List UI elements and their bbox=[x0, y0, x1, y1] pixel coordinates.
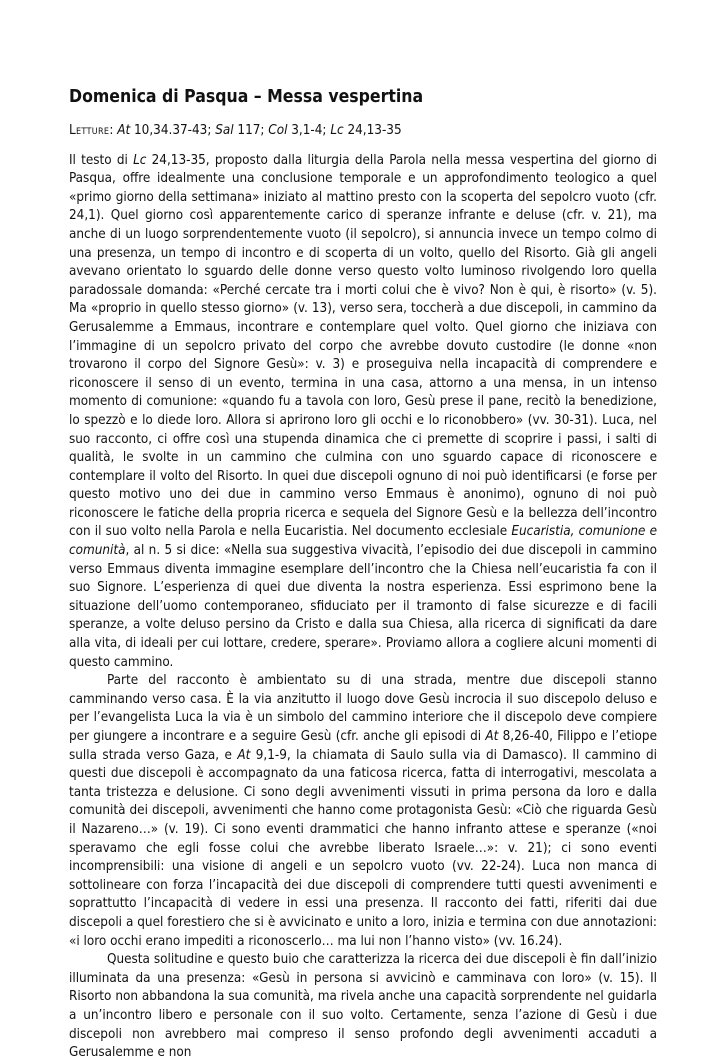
paragraph-text: Questa solitudine e questo buio che caratterizza la ricerca dei due discepoli è fin dall’inizio illuminata da una presenza: «Gesù in persona si avvicinò e camminava con loro» (v. 15). Il Risorto non abbandona la sua comunità, ma rivela anche una capacità sorprendente nel guidarla a un’incontro libero e personale con il suo volto. Certamente, senza l’azione di Gesù i due discepoli non avrebbero mai compreso il senso profondo degli avvenimenti accaduti a Gerusalemme e non bbox=[69, 952, 657, 1061]
readings-line bbox=[69, 122, 657, 141]
paragraph-text: Il testo di bbox=[69, 152, 134, 168]
readings-separator: : bbox=[109, 123, 118, 138]
paragraph-text: 9,1-9, la chiamata di Saulo sulla via di Damasco). Il cammino di questi due discepoli è accompagnato da una faticosa ricerca, fatta di interrogativi, mescolata a tanta tristezza e delusione. Ci sono degli avvenimenti vissuti in prima persona da loro e dalla comunità dei discepoli, avvenimenti che hanno come protagonista Gesù: «Ciò che riguarda Gesù il Nazareno…» (v. 19). Ci sono eventi drammatici che hanno infranto attese e speranze («noi speravamo che egli fosse colui che avrebbe liberato Israele…»: v. 21); ci sono eventi incomprensibili: una visione di angeli e un sepolcro vuoto (vv. 22-24). Luca non manca di sottolineare con forza l’incapacità dei due discepoli di comprendere tutti questi avvenimenti e soprattutto l’incapacità di vedere in essi una presenza. Il racconto dei fatti, riferiti dai due discepoli a quel forestiero che si è avvicinato e unito a loro, inizia e termina con due annotazioni: «i loro occhi erano impediti a riconoscerlo… ma lui non l’hanno visto» (vv. 16.24). bbox=[69, 747, 658, 949]
paragraph-text: 8,26-40, Filippo e l’etiope sulla strada verso Gaza, e bbox=[69, 729, 657, 763]
reading-ref: 10,34.37-43; bbox=[130, 123, 216, 138]
reading-book: Col bbox=[268, 123, 288, 138]
reading-book: Sal bbox=[215, 123, 234, 138]
paragraph-1 bbox=[69, 152, 657, 673]
reading-ref: 117; bbox=[233, 123, 269, 138]
document-page bbox=[69, 86, 657, 1063]
paragraph-italic: Lc bbox=[133, 152, 147, 168]
reading-ref: 24,13-35 bbox=[343, 123, 402, 138]
paragraph-italic: At bbox=[485, 729, 499, 744]
paragraph-text: , al n. 5 si dice: «Nella sua suggestiva vivacità, l’episodio dei due discepoli in cammino verso Emmaus diventa immagine esemplare dell’incontro che la Chiesa nell’eucaristia fa con il suo Signore. L’esperienza di quei due diventa la nostra esperienza. Essi esprimono bene la situazione dell’uomo contemporaneo, sfiduciato per il tramonto di false sicurezze e di facili speranze, a volte deluso persino da Cristo e dalla sua Chiesa, alla ricerca di significati da dare alla vita, di ideali per cui lottare, credere, sperare». Proviamo allora a cogliere alcuni momenti di questo cammino. bbox=[69, 543, 657, 670]
reading-ref: 3,1-4; bbox=[287, 123, 331, 138]
paragraph-italic: Eucaristia, comunione e comunità bbox=[69, 524, 657, 559]
reading-book: At bbox=[117, 123, 131, 138]
paragraph-italic: At bbox=[237, 747, 251, 763]
paragraph-2 bbox=[69, 672, 657, 951]
document-title: Domenica di Pasqua – Messa vespertina bbox=[69, 87, 424, 107]
reading-book: Lc bbox=[330, 123, 344, 138]
paragraph-text: 24,13-35, proposto dalla liturgia della Parola nella messa vespertina del giorno di Pasqua, offre idealmente una conclusione temporale e un approfondimento teologico a quel «primo giorno della settimana» iniziato al mattino presto con la scoperta del sepolcro vuoto (cfr. 24,1). Quel giorno così apparentemente carico di speranze infrante e deluse (cfr. v. 21), ma anche di un luogo sorprendentemente vuoto (il sepolcro), si annuncia invece un tempo colmo di una presenza, un tempo di incontro e di scoperta di un volto, quello del Risorto. Già gli angeli avevano orientato lo sguardo delle donne verso questo volto luminoso rivolgendo loro quella paradossale domanda: «Perché cercate tra i morti colui che è vivo? Non è qui, è risorto» (v. 5). Ma «proprio in quello stesso giorno» (v. 13), verso sera, toccherà a due discepoli, in cammino da Gerusalemme a Emmaus, incontrare e contemplare quel volto. Quel giorno che iniziava con l’immagine di un sepolcro privato del corpo che avrebbe dovuto custodire (le donne «non trovarono il corpo del Signore Gesù»: v. 3) e proseguiva nella incapacità di comprendere e riconoscere il senso di un evento, termina in una casa, attorno a una mensa, in un intenso momento di comunione: «quando fu a tavola con loro, Gesù prese il pane, recitò la benedizione, lo spezzò e lo diede loro. Allora si aprirono loro gli occhi e lo riconobbero» (vv. 30-31). Luca, nel suo racconto, ci offre così una stupenda dinamica che ci premette di scoprire i passi, i salti di qualità, le svolte in un cammino che culmina con uno sguardo capace di riconoscere e contemplare il volto del Risorto. In quei due discepoli ognuno di noi può identificarsi (e forse per questo motivo uno dei due in cammino verso Emmaus è anonimo), ognuno di noi può riconoscere le fatiche della propria ricerca e sequela del Signore Gesù e la bellezza dell’incontro con il suo volto nella Parola e nella Eucaristia. Nel documento ecclesiale bbox=[69, 152, 657, 540]
readings-label: Letture bbox=[69, 123, 110, 138]
paragraph-text: Parte del racconto è ambientato su di una strada, mentre due discepoli stanno camminando verso casa. È la via anzitutto il luogo dove Gesù incrocia il suo discepolo deluso e per l’evangelista Luca la via è un simbolo del cammino interiore che il discepolo deve compiere per giungere a incontrare e a seguire Gesù (cfr. anche gli episodi di bbox=[69, 673, 657, 744]
paragraph-3 bbox=[69, 951, 657, 1063]
